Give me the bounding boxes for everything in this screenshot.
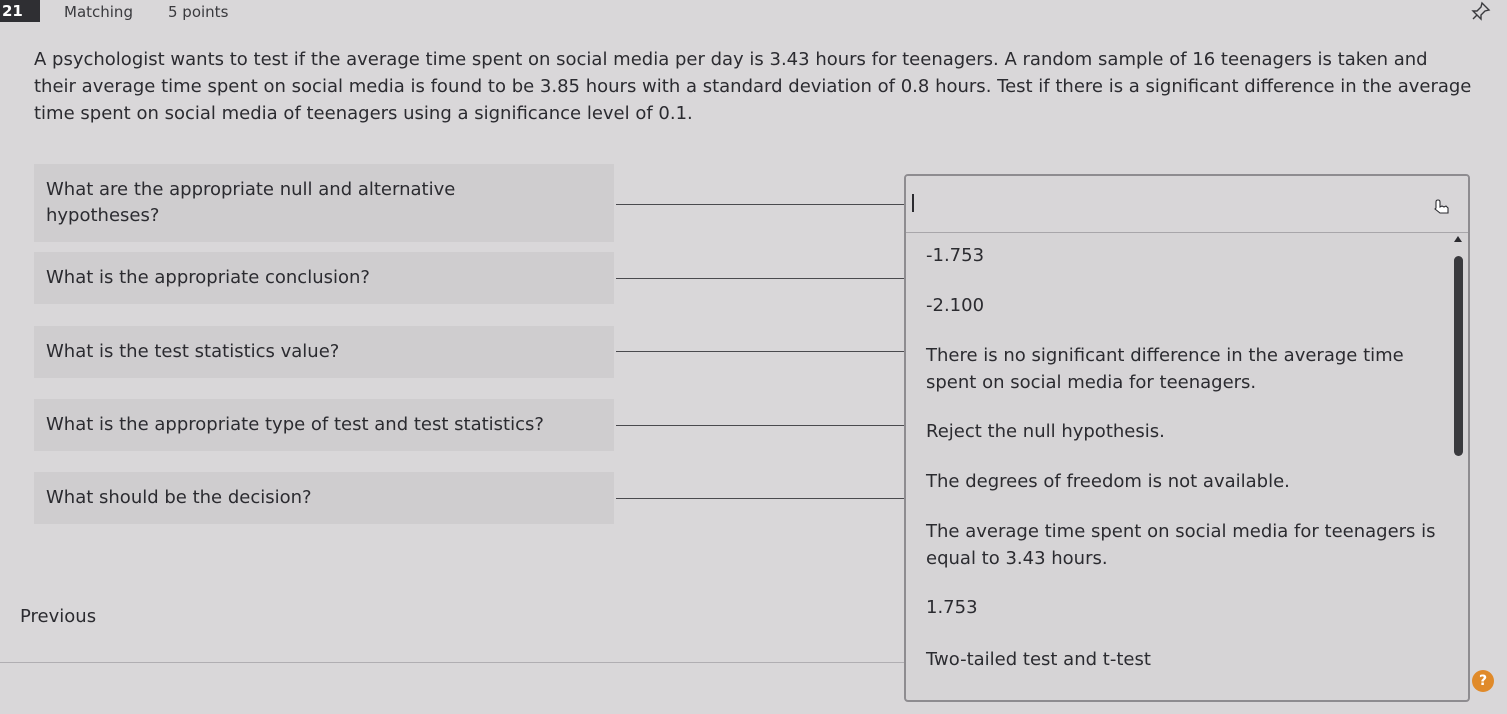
dropdown-option[interactable]: 1.753: [926, 597, 978, 618]
answer-dropdown[interactable]: [904, 174, 1470, 702]
match-question-3: [34, 326, 614, 378]
question-header: [0, 0, 1507, 26]
dropdown-option[interactable]: Reject the null hypothesis.: [926, 421, 1165, 442]
question-points: 5 points: [168, 3, 229, 21]
match-line-2: [616, 278, 904, 279]
match-question-label: What is the appropriate conclusion?: [46, 267, 370, 288]
match-question-4: [34, 399, 614, 451]
dropdown-option[interactable]: The degrees of freedom is not available.: [926, 471, 1290, 492]
dropdown-option[interactable]: -1.753: [926, 245, 985, 266]
scrollbar[interactable]: [1454, 256, 1463, 456]
dropdown-option[interactable]: The average time spent on social media for teenagers is equal to 3.43 hours.: [926, 521, 1436, 569]
divider: [0, 662, 904, 663]
match-question-label: What is the appropriate type of test and test statistics?: [46, 414, 544, 435]
match-question-label: What is the test statistics value?: [46, 341, 340, 362]
match-line-1: [616, 204, 904, 205]
match-question-2: [34, 252, 614, 304]
match-question-label: What are the appropriate null and alternative hypotheses?: [46, 179, 456, 226]
question-prompt: A psychologist wants to test if the average time spent on social media per day is 3.43 hours for teenagers. A random sample of 16 teenagers is taken and their average time spent on social media is found to be 3.85 hours with a standard deviation of 0.8 hours. Test if there is a signiﬁcant difference in the average time spent on social media of teenagers using a signiﬁcance level of 0.1.: [34, 49, 1472, 124]
help-icon[interactable]: ?: [1472, 670, 1494, 692]
match-question-label: What should be the decision?: [46, 487, 312, 508]
scroll-up-icon[interactable]: [1454, 236, 1462, 242]
dropdown-input[interactable]: [906, 176, 1468, 233]
match-line-5: [616, 498, 904, 499]
pin-icon[interactable]: [1468, 0, 1492, 24]
match-line-3: [616, 351, 904, 352]
cursor-icon: [1430, 196, 1452, 218]
match-question-5: [34, 472, 614, 524]
question-type: Matching: [64, 3, 133, 21]
match-line-4: [616, 425, 904, 426]
dropdown-option[interactable]: -2.100: [926, 295, 985, 316]
dropdown-option[interactable]: Two-tailed test and t-test: [926, 649, 1151, 670]
previous-button[interactable]: Previous: [20, 606, 97, 627]
text-caret: [912, 194, 914, 212]
question-number: 21: [0, 0, 40, 22]
dropdown-option[interactable]: There is no signiﬁcant difference in the average time spent on social media for teenagers.: [926, 345, 1404, 393]
match-question-1: [34, 164, 614, 242]
